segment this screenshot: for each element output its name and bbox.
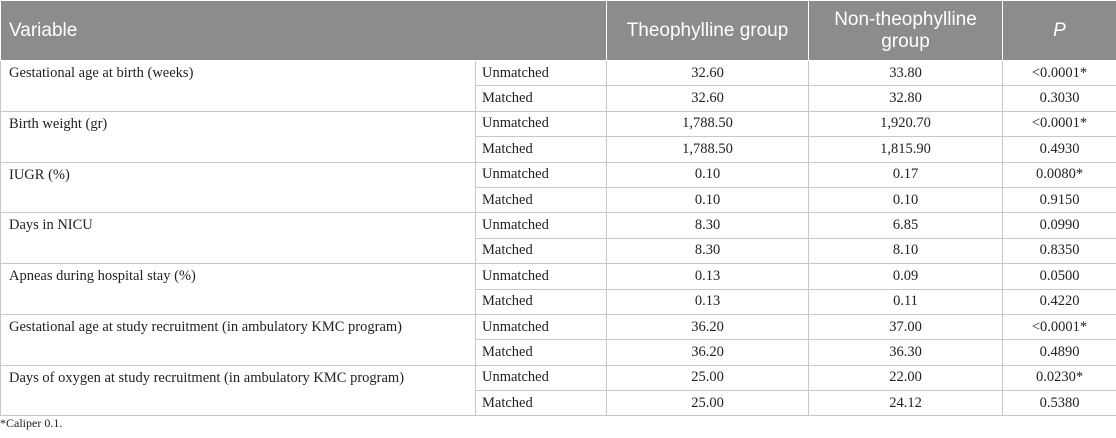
table-row [1,314,1116,339]
non-theophylline-cell: 0.17 [809,162,1003,187]
theophylline-cell: 0.10 [607,162,809,187]
header-non-theophylline: Non-theophylline group [809,1,1003,61]
status-cell: Unmatched [476,365,607,390]
non-theophylline-cell: 24.12 [809,391,1003,416]
status-cell: Matched [476,391,607,416]
variable-cell: Apneas during hospital stay (%) [1,264,476,315]
status-cell: Unmatched [476,264,607,289]
p-value-cell: 0.4890 [1003,340,1116,365]
theophylline-cell: 32.60 [607,86,809,111]
theophylline-cell: 32.60 [607,61,809,86]
status-cell: Unmatched [476,314,607,339]
non-theophylline-cell: 36.30 [809,340,1003,365]
status-cell: Unmatched [476,162,607,187]
theophylline-cell: 8.30 [607,213,809,238]
p-value-cell: 0.3030 [1003,86,1116,111]
table-header [1,1,1116,61]
table-row [1,61,1116,86]
non-theophylline-cell: 8.10 [809,238,1003,263]
non-theophylline-cell: 33.80 [809,61,1003,86]
variable-cell: Gestational age at birth (weeks) [1,61,476,112]
status-cell: Unmatched [476,213,607,238]
header-p: P [1003,1,1116,61]
p-value-cell: 0.4930 [1003,137,1116,162]
theophylline-cell: 8.30 [607,238,809,263]
theophylline-cell: 0.13 [607,289,809,314]
status-cell: Matched [476,137,607,162]
theophylline-cell: 25.00 [607,365,809,390]
table-row [1,162,1116,187]
variable-cell: IUGR (%) [1,162,476,213]
footnote: *Caliper 0.1. [0,416,63,430]
table-row [1,213,1116,238]
header-variable: Variable [1,1,607,61]
header-theophylline: Theophylline group [607,1,809,61]
theophylline-cell: 1,788.50 [607,111,809,136]
theophylline-cell: 0.13 [607,264,809,289]
status-cell: Matched [476,289,607,314]
status-cell: Unmatched [476,111,607,136]
status-cell: Unmatched [476,61,607,86]
p-value-cell: 0.0080* [1003,162,1116,187]
theophylline-cell: 36.20 [607,314,809,339]
non-theophylline-cell: 0.11 [809,289,1003,314]
variable-cell: Days of oxygen at study recruitment (in ambulatory KMC program) [1,365,476,416]
table-row [1,111,1116,136]
p-value-cell: <0.0001* [1003,314,1116,339]
p-value-cell: <0.0001* [1003,111,1116,136]
status-cell: Matched [476,340,607,365]
non-theophylline-cell: 6.85 [809,213,1003,238]
non-theophylline-cell: 37.00 [809,314,1003,339]
status-cell: Matched [476,187,607,212]
p-value-cell: 0.5380 [1003,391,1116,416]
p-value-cell: 0.0500 [1003,264,1116,289]
status-cell: Matched [476,238,607,263]
variable-cell: Gestational age at study recruitment (in ambulatory KMC program) [1,314,476,365]
p-value-cell: 0.9150 [1003,187,1116,212]
status-cell: Matched [476,86,607,111]
non-theophylline-cell: 32.80 [809,86,1003,111]
header-row [1,1,1116,61]
variable-cell: Birth weight (gr) [1,111,476,162]
non-theophylline-cell: 0.09 [809,264,1003,289]
p-value-cell: 0.0990 [1003,213,1116,238]
table-body [1,61,1116,416]
p-value-cell: 0.4220 [1003,289,1116,314]
table-row [1,365,1116,390]
p-value-cell: <0.0001* [1003,61,1116,86]
variable-cell: Days in NICU [1,213,476,264]
p-value-cell: 0.0230* [1003,365,1116,390]
theophylline-cell: 36.20 [607,340,809,365]
non-theophylline-cell: 1,920.70 [809,111,1003,136]
non-theophylline-cell: 1,815.90 [809,137,1003,162]
table-row [1,264,1116,289]
theophylline-cell: 25.00 [607,391,809,416]
theophylline-cell: 1,788.50 [607,137,809,162]
theophylline-cell: 0.10 [607,187,809,212]
non-theophylline-cell: 22.00 [809,365,1003,390]
p-value-cell: 0.8350 [1003,238,1116,263]
non-theophylline-cell: 0.10 [809,187,1003,212]
